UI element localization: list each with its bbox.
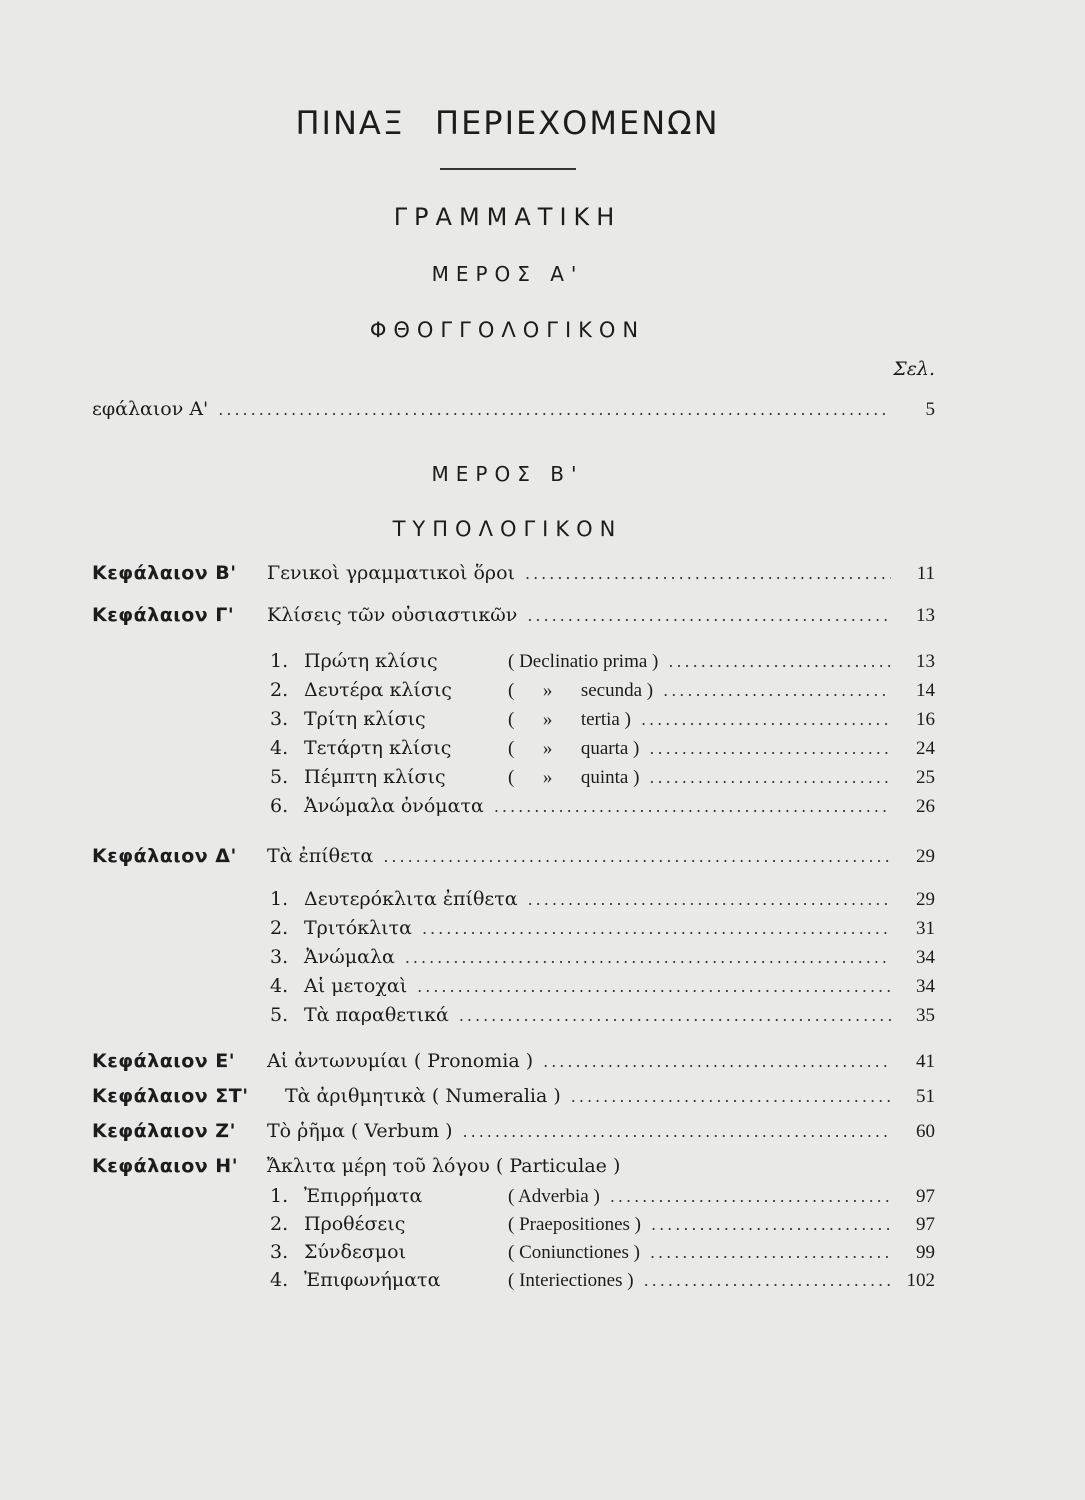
item-number: 3. bbox=[270, 1241, 289, 1263]
item-number: 6. bbox=[270, 795, 289, 817]
item-number: 5. bbox=[270, 1004, 289, 1026]
toc-subentry[interactable] bbox=[270, 946, 935, 972]
page-number: 34 bbox=[916, 947, 935, 968]
leader-dots bbox=[422, 919, 891, 938]
page-number: 35 bbox=[916, 1005, 935, 1026]
toc-subentry[interactable] bbox=[270, 737, 935, 763]
chapter-title: Τὸ ῥῆμα ( Verbum ) bbox=[267, 1120, 453, 1142]
chapter-label: εφάλαιον Α' bbox=[92, 398, 209, 420]
leader-dots bbox=[649, 768, 891, 787]
item-number: 2. bbox=[270, 679, 289, 701]
item-number: 4. bbox=[270, 737, 289, 759]
title-word-2: ΠΕΡΙΕΧΟΜΕΝΩΝ bbox=[435, 104, 720, 142]
title-word-1: ΠΙΝΑΞ bbox=[295, 104, 406, 142]
page-number: 31 bbox=[916, 918, 935, 939]
item-title: Ἐπιρρήματα bbox=[304, 1185, 423, 1207]
item-title: Ἀνώμαλα bbox=[304, 946, 395, 968]
item-title: Τριτόκλιτα bbox=[304, 917, 412, 939]
item-title: Δευτέρα κλίσις bbox=[304, 679, 452, 701]
leader-dots bbox=[610, 1187, 891, 1206]
toc-entry-chapter-z[interactable] bbox=[92, 1120, 935, 1146]
item-number: 3. bbox=[270, 708, 289, 730]
toc-entry-chapter-d[interactable] bbox=[92, 845, 935, 871]
toc-subentry[interactable] bbox=[270, 975, 935, 1001]
toc-subentry[interactable] bbox=[270, 1213, 935, 1239]
item-title: Τρίτη κλίσις bbox=[304, 708, 426, 730]
item-title: Δευτερόκλιτα ἐπίθετα bbox=[304, 888, 518, 910]
page-number: 34 bbox=[916, 976, 935, 997]
leader-dots bbox=[543, 1052, 891, 1071]
toc-entry-chapter-a[interactable] bbox=[92, 398, 935, 424]
leader-dots bbox=[571, 1087, 891, 1106]
chapter-name: Κεφάλαιον Γ' bbox=[92, 604, 235, 626]
leader-dots bbox=[527, 606, 891, 625]
leader-dots bbox=[641, 710, 891, 729]
item-title: Ἐπιφωνήματα bbox=[304, 1269, 441, 1291]
page-number: 11 bbox=[916, 563, 935, 584]
item-number: 4. bbox=[270, 1269, 289, 1291]
toc-entry-chapter-h[interactable] bbox=[92, 1155, 935, 1181]
item-number: 1. bbox=[270, 650, 289, 672]
chapter-name: Κεφάλαιον Δ' bbox=[92, 845, 237, 867]
item-number: 2. bbox=[270, 1213, 289, 1235]
toc-subentry[interactable] bbox=[270, 917, 935, 943]
item-number: 1. bbox=[270, 888, 289, 910]
part-b-heading: ΜΕΡΟΣ Β' bbox=[431, 462, 584, 486]
page-number: 14 bbox=[916, 680, 935, 701]
toc-subentry[interactable] bbox=[270, 766, 935, 792]
part-b-section-heading: ΤΥΠΟΛΟΓΙΚΟΝ bbox=[392, 517, 623, 541]
page-number: 13 bbox=[916, 651, 935, 672]
page-number: 102 bbox=[906, 1270, 935, 1291]
item-title: Πρώτη κλίσις bbox=[304, 650, 438, 672]
page-number: 25 bbox=[916, 767, 935, 788]
toc-subentry[interactable] bbox=[270, 1269, 935, 1295]
leader-dots bbox=[528, 890, 891, 909]
chapter-name: Κεφάλαιον Β' bbox=[92, 562, 237, 584]
item-title: Σύνδεσμοι bbox=[304, 1241, 407, 1263]
toc-subentry[interactable] bbox=[270, 1004, 935, 1030]
chapter-title: Αἱ ἀντωνυμίαι ( Pronomia ) bbox=[267, 1050, 534, 1072]
toc-subentry[interactable] bbox=[270, 679, 935, 705]
item-latin: ( » secunda ) bbox=[508, 680, 654, 701]
item-latin: ( Interiectiones ) bbox=[508, 1270, 634, 1291]
item-number: 3. bbox=[270, 946, 289, 968]
page-number: 29 bbox=[916, 846, 935, 867]
chapter-name: Κεφάλαιον ΣΤ' bbox=[92, 1085, 249, 1107]
leader-dots bbox=[650, 1243, 891, 1262]
chapter-name: Κεφάλαιον Ζ' bbox=[92, 1120, 236, 1142]
page-number: 13 bbox=[916, 605, 935, 626]
chapter-name: Κεφάλαιον Ε' bbox=[92, 1050, 236, 1072]
chapter-title: Τὰ ἀριθμητικὰ ( Numeralia ) bbox=[285, 1085, 561, 1107]
item-title: Τὰ παραθετικά bbox=[304, 1004, 449, 1026]
item-title: Πέμπτη κλίσις bbox=[304, 766, 446, 788]
toc-entry-chapter-c[interactable] bbox=[92, 604, 935, 630]
toc-entry-chapter-b[interactable] bbox=[92, 562, 935, 588]
leader-dots bbox=[649, 739, 891, 758]
page-number: 24 bbox=[916, 738, 935, 759]
chapter-title: Γενικοὶ γραμματικοὶ ὅροι bbox=[267, 562, 515, 584]
page-number: 29 bbox=[916, 889, 935, 910]
item-latin: ( Praepositiones ) bbox=[508, 1214, 641, 1235]
page-number: 99 bbox=[916, 1242, 935, 1263]
leader-dots bbox=[463, 1122, 891, 1141]
leader-dots bbox=[668, 652, 891, 671]
toc-entry-chapter-st[interactable] bbox=[92, 1085, 935, 1111]
chapter-title: Κλίσεις τῶν οὐσιαστικῶν bbox=[267, 604, 518, 626]
item-latin: ( Adverbia ) bbox=[508, 1186, 600, 1207]
page-number: 16 bbox=[916, 709, 935, 730]
page-number: 60 bbox=[916, 1121, 935, 1142]
chapter-title: Τὰ ἐπίθετα bbox=[267, 845, 374, 867]
leader-dots bbox=[644, 1271, 891, 1290]
leader-dots bbox=[417, 977, 891, 996]
item-number: 2. bbox=[270, 917, 289, 939]
item-latin: ( Declinatio prima ) bbox=[508, 651, 659, 672]
leader-dots bbox=[525, 564, 891, 583]
page-title bbox=[0, 104, 1015, 142]
page-number: 51 bbox=[916, 1086, 935, 1107]
title-divider bbox=[440, 168, 576, 170]
item-title: Τετάρτη κλίσις bbox=[304, 737, 452, 759]
item-number: 1. bbox=[270, 1185, 289, 1207]
toc-subentry[interactable] bbox=[270, 888, 935, 914]
toc-subentry[interactable] bbox=[270, 795, 935, 821]
leader-dots bbox=[459, 1006, 891, 1025]
toc-subentry[interactable] bbox=[270, 1185, 935, 1211]
toc-entry-chapter-e[interactable] bbox=[92, 1050, 935, 1076]
leader-dots bbox=[383, 847, 891, 866]
leader-dots bbox=[494, 797, 891, 816]
leader-dots bbox=[663, 681, 891, 700]
item-latin: ( » quarta ) bbox=[508, 738, 640, 759]
toc-subentry[interactable] bbox=[270, 708, 935, 734]
item-title: Ἀνώμαλα ὀνόματα bbox=[304, 795, 484, 817]
toc-subentry[interactable] bbox=[270, 650, 935, 676]
leader-dots bbox=[218, 400, 891, 419]
part-a-section-heading: ΦΘΟΓΓΟΛΟΓΙΚΟΝ bbox=[369, 318, 646, 342]
part-a-heading: ΜΕΡΟΣ Α' bbox=[431, 262, 584, 286]
chapter-title: Ἄκλιτα μέρη τοῦ λόγου ( Particulae ) bbox=[267, 1155, 621, 1177]
toc-subentry[interactable] bbox=[270, 1241, 935, 1267]
item-title: Προθέσεις bbox=[304, 1213, 406, 1235]
page-column-label: Σελ. bbox=[893, 358, 935, 380]
item-latin: ( Coniunctiones ) bbox=[508, 1242, 640, 1263]
page-number: 26 bbox=[916, 796, 935, 817]
chapter-name: Κεφάλαιον Η' bbox=[92, 1155, 239, 1177]
item-latin: ( » tertia ) bbox=[508, 709, 631, 730]
page-number: 97 bbox=[916, 1214, 935, 1235]
grammar-heading: ΓΡΑΜΜΑΤΙΚΗ bbox=[393, 203, 622, 231]
item-number: 4. bbox=[270, 975, 289, 997]
leader-dots bbox=[405, 948, 891, 967]
page-number: 97 bbox=[916, 1186, 935, 1207]
page-number: 41 bbox=[916, 1051, 935, 1072]
page-number: 5 bbox=[925, 399, 935, 420]
item-title: Αἱ μετοχαὶ bbox=[304, 975, 408, 997]
item-number: 5. bbox=[270, 766, 289, 788]
leader-dots bbox=[651, 1215, 891, 1234]
item-latin: ( » quinta ) bbox=[508, 767, 640, 788]
